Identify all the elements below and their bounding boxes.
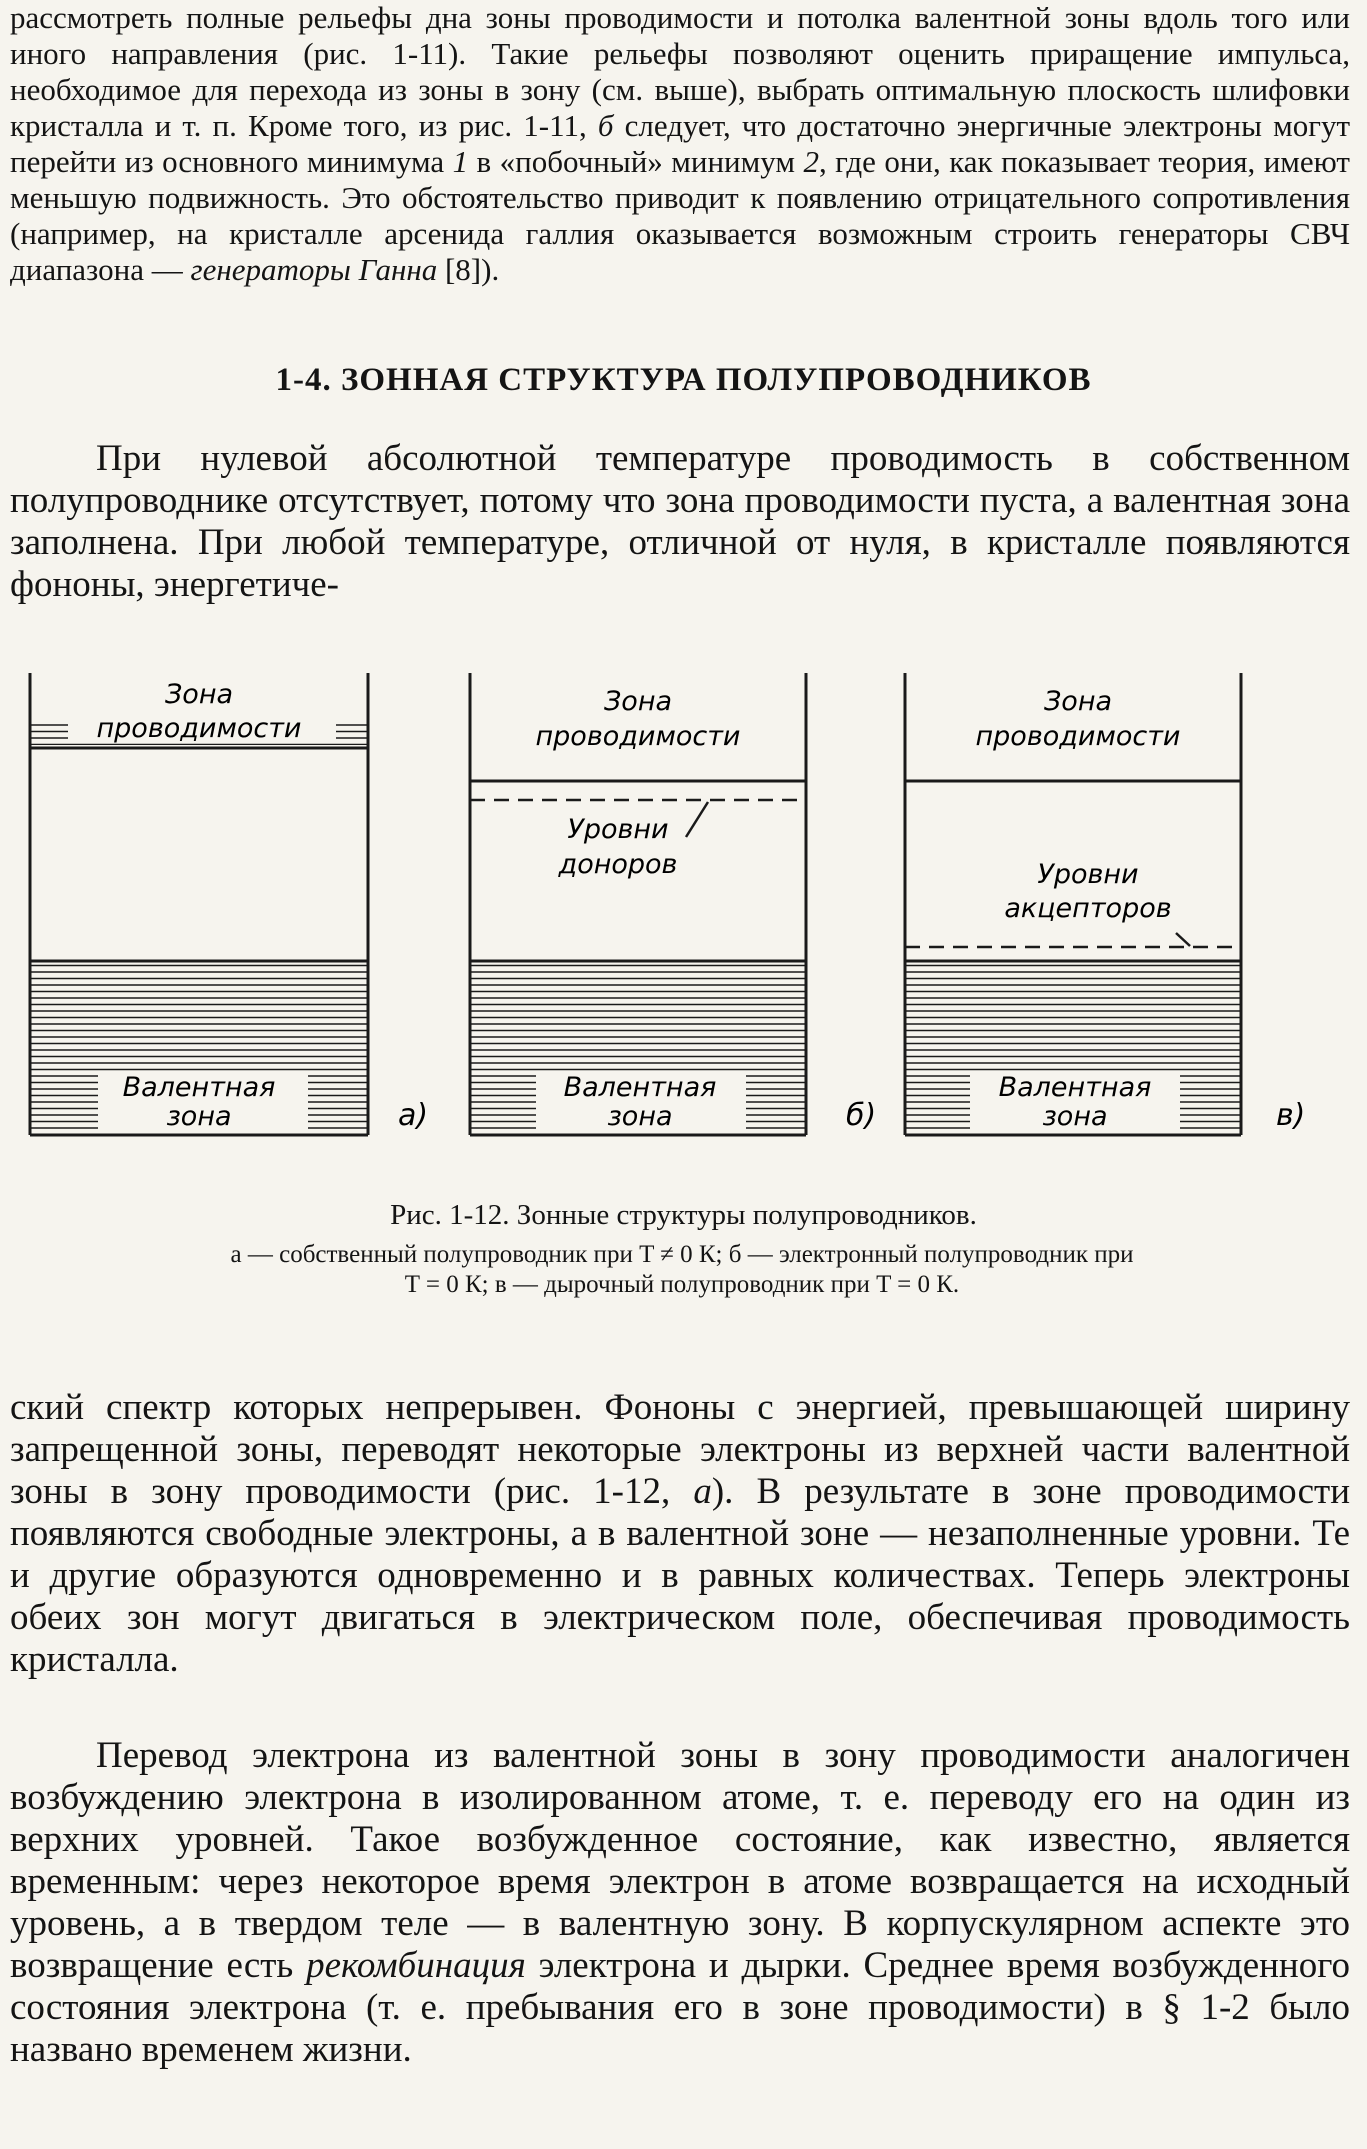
valence-label: зона <box>607 1101 673 1132</box>
conduction-label: проводимости <box>975 721 1181 752</box>
figure-caption-text <box>22 1240 1342 1300</box>
acceptor-label: акцепторов <box>1004 893 1172 924</box>
panel-label-b: б) <box>846 1098 877 1133</box>
valence-label: зона <box>166 1101 232 1132</box>
band-diagram-figure <box>28 665 1348 1145</box>
donor-label: доноров <box>558 849 678 880</box>
figure-ref: а <box>693 1471 712 1512</box>
acceptor-label: Уровни <box>1037 859 1139 890</box>
diagram-b <box>470 673 876 1135</box>
minimum-number: 2 <box>803 144 819 179</box>
acceptor-pointer <box>1176 933 1190 946</box>
conduction-label: Зона <box>603 686 673 717</box>
panel-label-a: а) <box>398 1098 429 1133</box>
panel-label-c: в) <box>1276 1098 1306 1133</box>
text-run: следует, что достаточно энергичные электроны могут перейти из основного минимума <box>10 108 1350 179</box>
intro-text: При нулевой абсолютной температуре проводимость в собственном полупроводнике отсутствует, потому что зона проводимости пуста, а валентная зона заполнена. При любой температуре, отличной от нуля, в кристалле появляются фононы, энергетиче- <box>10 438 1350 605</box>
conduction-label: проводимости <box>535 721 741 752</box>
intro-paragraph <box>10 438 1350 606</box>
figure-ref: б <box>597 108 614 143</box>
figure-caption-title: Рис. 1-12. Зонные структуры полупроводников. <box>390 1199 977 1231</box>
text-run: ). В результате в зоне проводимости появляются свободные электроны, а в валентной зоне — незаполненные уровни. Те и другие образуются одновременно и в равных количествах. Теперь электроны обеих зон могут двигаться в электрическом поле, обеспечивая проводимость кристалла. <box>10 1471 1350 1680</box>
last-paragraph <box>10 1735 1350 2071</box>
diagram-a <box>30 673 428 1135</box>
text-run: , где они, как показывает теория, имеют меньшую подвижность. Это обстоятельство приводит к появлению отрицательного сопротивления (например, на кристалле арсенида галлия оказывается возможным строить генераторы СВЧ диапазона — <box>10 144 1350 287</box>
minimum-number: 1 <box>452 144 469 179</box>
term-recombination: рекомбинация <box>306 1945 526 1986</box>
valence-label: Валентная <box>122 1072 276 1103</box>
band-diagrams <box>28 665 1348 1145</box>
valence-label: Валентная <box>998 1072 1152 1103</box>
diagram-c <box>905 673 1305 1135</box>
text-run: [8]). <box>437 252 500 287</box>
section-heading: 1-4. ЗОННАЯ СТРУКТУРА ПОЛУПРОВОДНИКОВ <box>275 362 1092 398</box>
text-run: ский спектр которых непрерывен. Фононы с энергией, превышающей ширину запрещенной зоны, переводят некоторые электроны из верхней части валентной зоны в зону проводимости (рис. 1-12, <box>10 1387 1350 1512</box>
donor-label: Уровни <box>567 814 669 845</box>
text-run: Перевод электрона из валентной зоны в зону проводимости аналогичен возбуждению электрона в изолированном атоме, т. е. переводу его на один из верхних уровней. Такое возбужденное состояние, как известно, является временным: через некоторое время электрон в атоме возвращается на исходный уровень, а в твердом теле — в валентную зону. В корпускулярном аспекте это возвращение есть <box>10 1735 1350 1986</box>
text-run: рассмотреть полные рельефы дна зоны проводимости и потолка валентной зоны вдоль того или иного направления (рис. 1-11). Такие рельефы позволяют оценить приращение импульса, необходимое для перехода из зоны в зону (см. выше), выбрать оптимальную плоскость шлифовки кристалла и т. п. Кроме того, из рис. 1-11, <box>10 0 1350 143</box>
conduction-label: Зона <box>1043 686 1113 717</box>
valence-label: Валентная <box>563 1072 717 1103</box>
continuation-paragraph <box>10 1387 1350 1681</box>
caption-line: T = 0 К; в — дырочный полупроводник при T = 0 К. <box>404 1271 960 1298</box>
text-run: в «побочный» минимум <box>468 144 804 179</box>
conduction-label: проводимости <box>96 713 302 744</box>
conduction-label: Зона <box>164 679 234 710</box>
text-run: электрона и дырки. Среднее время возбужденного состояния электрона (т. е. пребывания его в зоне проводимости) в § 1-2 было названо временем жизни. <box>10 1945 1350 2070</box>
term-gunn: генераторы Ганна <box>190 252 438 287</box>
caption-line: а — собственный полупроводник при T ≠ 0 К; б — электронный полупроводник при <box>230 1241 1134 1268</box>
valence-label: зона <box>1042 1101 1108 1132</box>
donor-pointer <box>686 802 708 837</box>
top-paragraph <box>10 0 1350 288</box>
